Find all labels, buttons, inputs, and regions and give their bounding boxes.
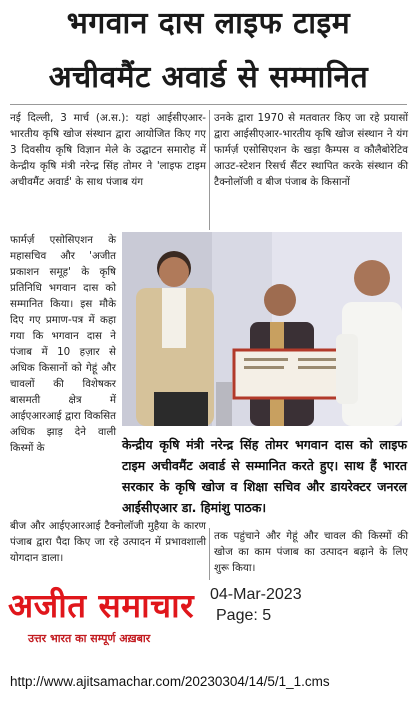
award-photo-illustration (122, 232, 402, 426)
article-paragraph: बीज और आईएआरआई टैक्नोलॉजी मुहैया के कारण पंजाब द्वारा पैदा किए जा रहे उत्पादन में प्रभावशाली योगदान डाला। (10, 520, 206, 564)
column-divider (209, 110, 210, 230)
column-divider (209, 528, 210, 580)
article-paragraph: फार्मर्ज़ एसोसिएशन के महासचिव और 'अजीत प्रकाशन समूह' के कृषि प्रतिनिधि भगवान दास को सम्मानित किया। इस मौके दिए गए प्रमाण-पत्र में कहा गया कि भगवान दास ने पंजाब में 10 हज़ार से अधिक किसानों को गेहूं और चावलों की विशेषकर बासमती क्षेत्र में आईएआरआई द्वारा विकसित अधिक झाड़ देने वाली किस्मों के (10, 234, 116, 454)
article-paragraph: तक पहुंचाने और गेहूं और चावल की किस्मों की खोज का काम पंजाब का उत्पादन बढ़ाने के लिए शुरू किया। (214, 530, 408, 574)
publication-date: 04-Mar-2023 (210, 586, 302, 603)
headline-divider (10, 104, 407, 105)
headline-line-1: भगवान दास लाइफ टाइम (66, 6, 351, 41)
article-column-1-bottom (10, 518, 206, 566)
article-column-2-bottom (214, 528, 408, 576)
newspaper-tagline: उत्तर भारत का सम्पूर्ण अख़बार (28, 632, 151, 645)
page-number: Page: 5 (216, 607, 272, 624)
article-paragraph: उनके द्वारा 1970 से मतवातर किए जा रहे प्रयासों द्वारा आईसीएआर-भारतीय कृषि खोज संस्थान ने यंग फार्मर्ज़ एसोसिएशन के खड़ा कैम्पस व कौलैबोरेटिव आउट-स्टेशन रिसर्च सैंटर स्थापित करके संस्थान की टैक्नोलॉजी व बीज पंजाब के किसानों (214, 112, 408, 188)
newspaper-logo: अजीत समाचार (8, 586, 195, 625)
source-url[interactable]: http://www.ajitsamachar.com/20230304/14/5/1_1.cms (10, 674, 330, 689)
headline-line-2: अचीवमैंट अवार्ड से सम्मानित (48, 60, 369, 95)
photo-caption: केन्द्रीय कृषि मंत्री नरेन्द्र सिंह तोमर भगवान दास को लाइफ टाइम अचीवमैंट अवार्ड से सम्मानित करते हुए। साथ हैं भारत सरकार के कृषि खोज व शिक्षा सचिव और डायरेक्टर जनरल आईसीएआर डा. हिमांशु पाठक। (122, 437, 407, 515)
award-photo (122, 232, 402, 426)
article-column-1-top (10, 110, 206, 190)
article-column-2-top (214, 110, 408, 190)
article-paragraph: नई दिल्ली, 3 मार्च (अ.स.): यहां आईसीएआर-भारतीय कृषि खोज संस्थान द्वारा आयोजित किए गए 3 दिवसीय कृषि विज्ञान मेले के उद्घाटन समारोह में केन्द्रीय कृषि मंत्री नरेन्द्र सिंह तोमर ने 'लाइफ टाइम अचीवमैंट अवार्ड' के साथ पंजाब यंग (10, 112, 206, 188)
article-column-1-narrow (10, 232, 116, 456)
